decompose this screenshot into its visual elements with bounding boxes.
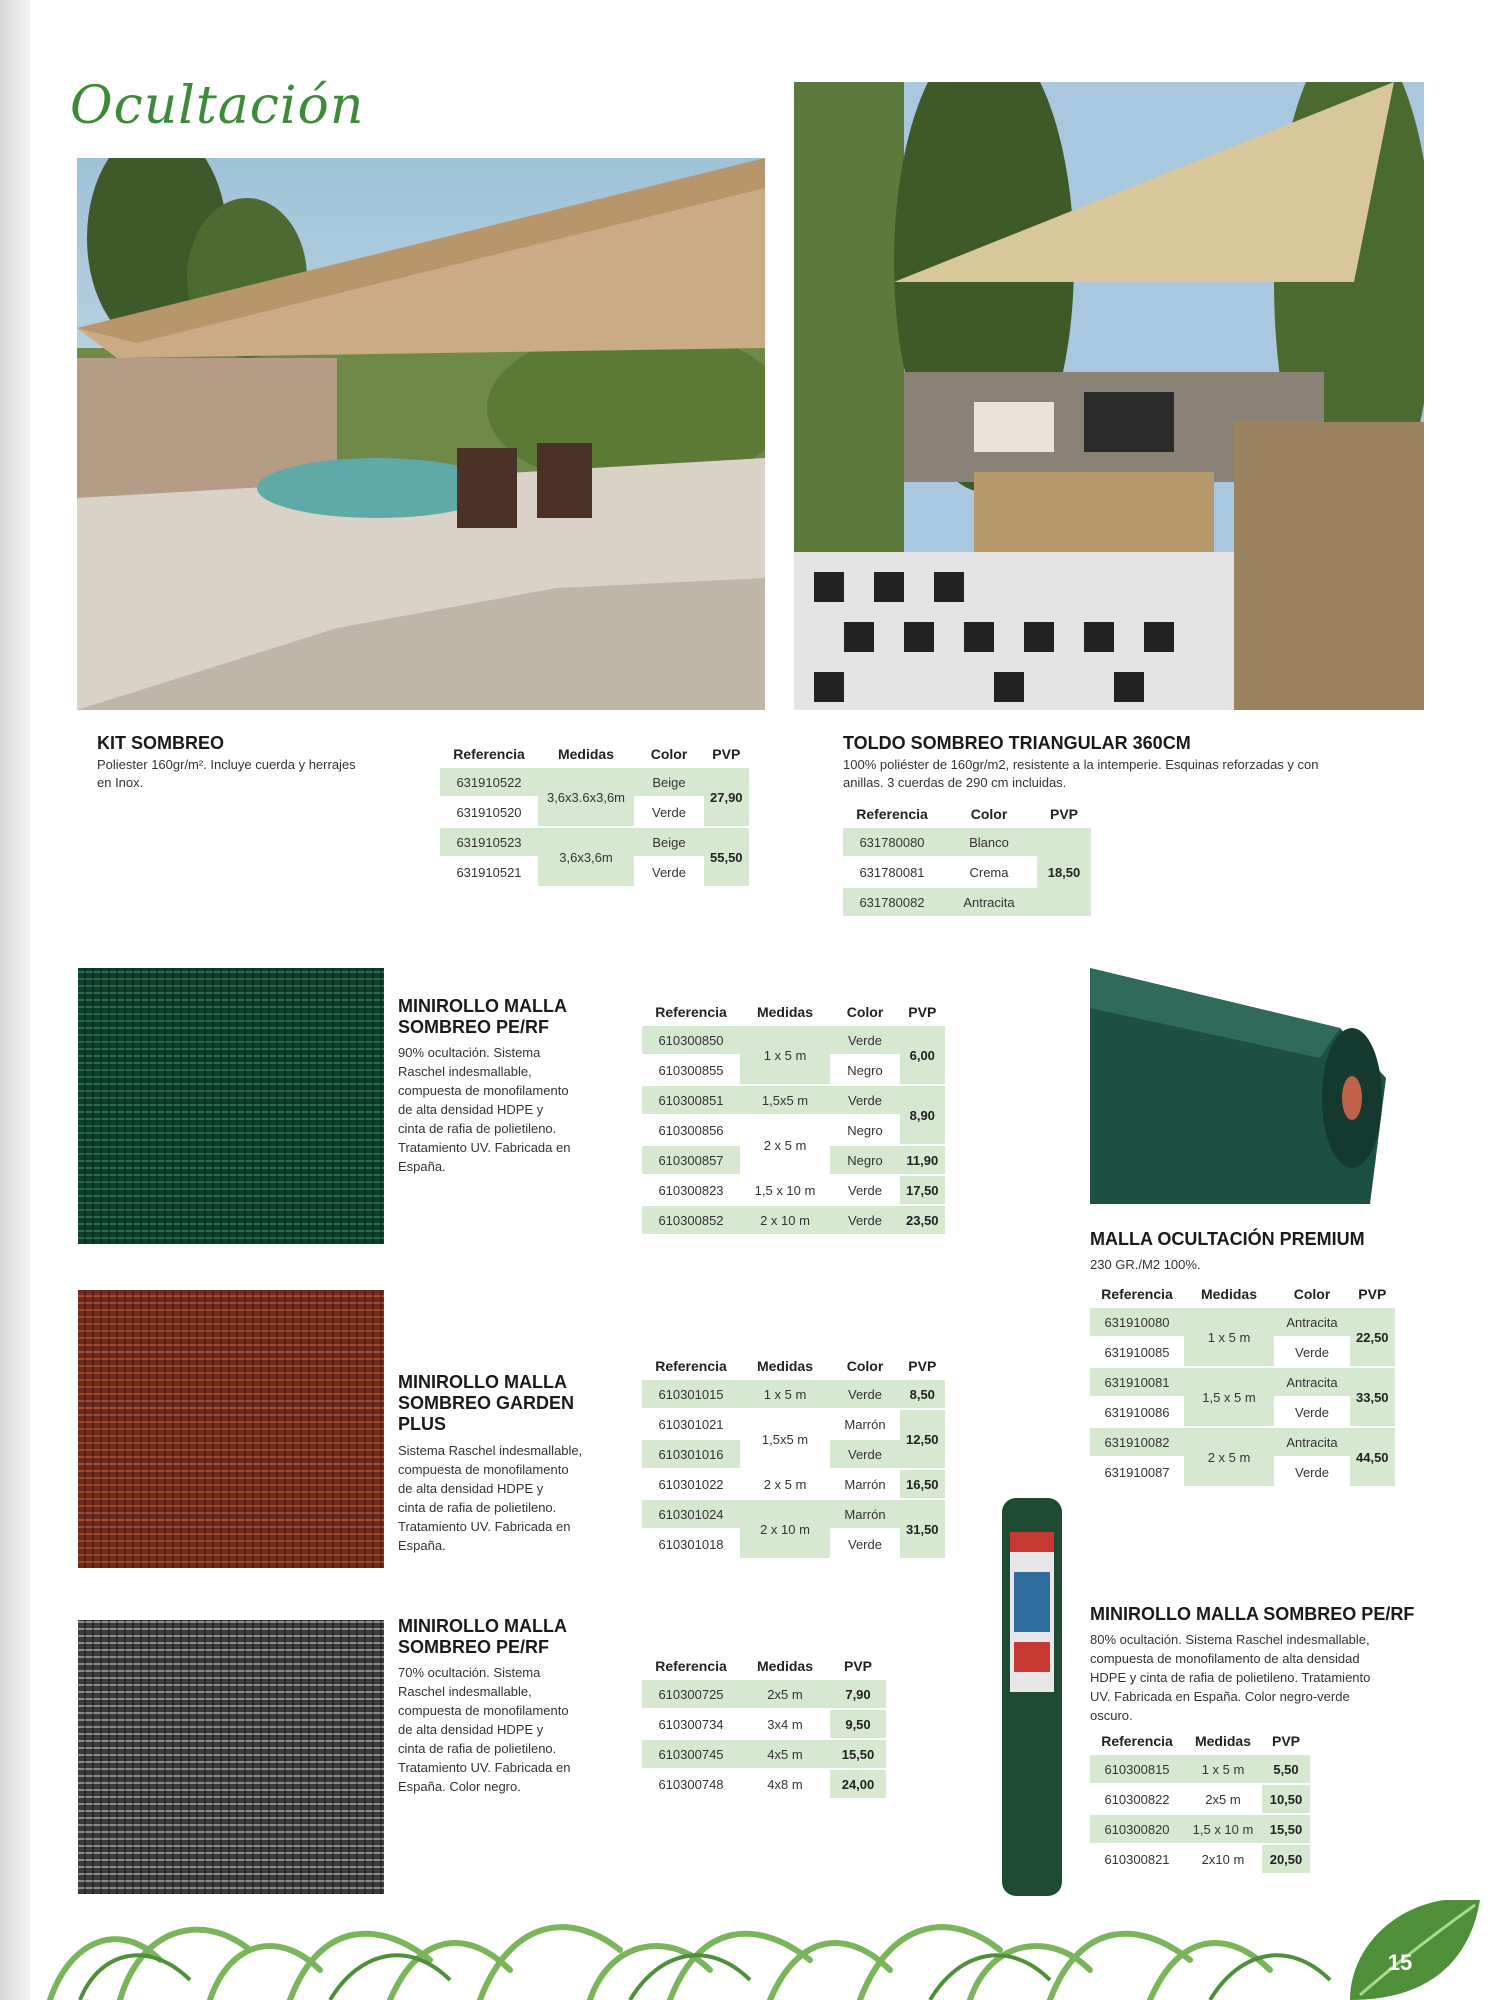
garden-table [642, 1356, 945, 1560]
grass-decoration [30, 1900, 1501, 2000]
color-cell: Blanco [941, 828, 1037, 856]
price-cell: 10,50 [1262, 1785, 1310, 1813]
col-header: PVP [712, 746, 741, 762]
garden-desc-line-2: compuesta de monofilamento [398, 1462, 569, 1477]
col-header: Medidas [756, 1004, 813, 1020]
medidas-cell: 1,5x5 m [740, 1410, 830, 1468]
ref-cell: 631780081 [859, 864, 925, 880]
col-header: PVP [908, 1358, 937, 1374]
price-cell: 15,50 [1262, 1815, 1310, 1843]
medidas-cell: 1,5 x 5 m [1184, 1368, 1274, 1426]
ref-cell: 610301024 [642, 1500, 740, 1528]
table-row [642, 1500, 945, 1528]
pe90-desc-line-6: Tratamiento UV. Fabricada en [398, 1140, 571, 1155]
table-row [642, 1740, 886, 1768]
price-cell: 18,50 [1037, 828, 1091, 916]
garden-desc-line-5: Tratamiento UV. Fabricada en [398, 1519, 571, 1534]
color-cell: Verde [848, 1182, 882, 1198]
kit-sombreo-title: KIT SOMBREO [97, 733, 225, 753]
price-cell: 16,50 [900, 1470, 945, 1498]
col-header: Medidas [1194, 1733, 1251, 1749]
color-cell: Verde [830, 1440, 900, 1468]
col-header: Color [1293, 1286, 1331, 1302]
price-cell: 33,50 [1350, 1368, 1395, 1426]
pe70-title-line-2: SOMBREO PE/RF [398, 1637, 550, 1657]
ref-cell: 610300821 [1104, 1851, 1170, 1867]
col-header: Referencia [856, 806, 928, 822]
color-cell: Negro [830, 1146, 900, 1174]
price-cell: 27,90 [704, 768, 749, 826]
color-cell: Negro [847, 1062, 883, 1078]
garden-title-line-3: PLUS [398, 1414, 447, 1434]
garden-desc-line-6: España. [398, 1538, 446, 1553]
pe90-desc-line-2: Raschel indesmallable, [398, 1064, 532, 1079]
price-cell: 44,50 [1350, 1428, 1395, 1486]
color-cell: Verde [652, 864, 686, 880]
premium-title: MALLA OCULTACIÓN PREMIUM [1090, 1229, 1365, 1249]
medidas-cell: 2 x 10 m [740, 1206, 830, 1234]
pe70-desc-line-2: Raschel indesmallable, [398, 1684, 532, 1699]
color-cell: Verde [1295, 1344, 1329, 1360]
col-header: Referencia [1101, 1286, 1173, 1302]
photo-toldo-triangular [794, 82, 1424, 710]
medidas-cell: 3x4 m [767, 1716, 803, 1732]
price-cell: 22,50 [1350, 1308, 1395, 1366]
color-cell: Verde [830, 1380, 900, 1408]
page-gutter [0, 0, 30, 2000]
toldo-desc-line-1: 100% poliéster de 160gr/m2, resistente a la intemperie. Esquinas reforzadas y con [843, 757, 1319, 772]
medidas-cell: 1,5 x 10 m [754, 1182, 816, 1198]
ref-cell: 631910086 [1104, 1404, 1170, 1420]
medidas-cell: 2 x 5 m [763, 1476, 807, 1492]
table-row [440, 768, 749, 796]
ref-cell: 610300857 [642, 1146, 740, 1174]
pe80-desc-line-5: oscuro. [1090, 1708, 1133, 1723]
col-header: Referencia [453, 746, 525, 762]
col-header: Referencia [655, 1004, 727, 1020]
color-cell: Verde [830, 1026, 900, 1054]
color-cell: Antracita [1274, 1428, 1350, 1456]
pe70-table [642, 1656, 886, 1800]
page-number: 15 [1387, 1950, 1413, 1975]
pe90-title-line-1: MINIROLLO MALLA [398, 996, 567, 1016]
medidas-cell: 4x8 m [767, 1776, 803, 1792]
medidas-cell: 3,6x3.6x3,6m [538, 768, 634, 826]
ref-cell: 610301022 [658, 1476, 724, 1492]
medidas-cell: 1 x 5 m [740, 1380, 830, 1408]
ref-cell: 610300823 [658, 1182, 724, 1198]
pe90-desc-line-4: de alta densidad HDPE y [398, 1102, 544, 1117]
color-cell: Verde [848, 1536, 882, 1552]
medidas-cell: 4x5 m [740, 1740, 830, 1768]
garden-desc-line-4: cinta de rafia de polietileno. [398, 1500, 557, 1515]
garden-desc-line-3: de alta densidad HDPE y [398, 1481, 544, 1496]
table-row [642, 1770, 886, 1798]
ref-cell: 631910081 [1090, 1368, 1184, 1396]
ref-cell: 631910082 [1090, 1428, 1184, 1456]
medidas-cell: 2x10 m [1201, 1851, 1245, 1867]
table-row [1090, 1785, 1310, 1813]
price-cell: 5,50 [1262, 1755, 1310, 1783]
toldo-desc-line-2: anillas. 3 cuerdas de 290 cm incluidas. [843, 775, 1067, 790]
ref-cell: 610301021 [658, 1416, 724, 1432]
table-row [642, 1026, 945, 1054]
col-header: Color [846, 1358, 884, 1374]
table-row [440, 828, 749, 856]
medidas-cell: 1 x 5 m [740, 1026, 830, 1084]
table-row [1090, 1845, 1310, 1873]
pe70-desc-line-7: España. Color negro. [398, 1779, 521, 1794]
price-cell: 8,50 [900, 1380, 945, 1408]
photo-minirollo-pe80 [996, 1492, 1068, 1902]
photo-kit-sombreo [77, 158, 765, 710]
color-cell: Verde [1295, 1464, 1329, 1480]
color-cell: Crema [969, 864, 1009, 880]
medidas-cell: 2 x 5 m [1184, 1428, 1274, 1486]
ref-cell: 610300725 [642, 1680, 740, 1708]
ref-cell: 610300815 [1090, 1755, 1184, 1783]
ref-cell: 631780080 [843, 828, 941, 856]
kit-sombreo-desc-line-1: Poliester 160gr/m². Incluye cuerda y herrajes [97, 757, 356, 772]
price-cell: 23,50 [900, 1206, 945, 1234]
ref-cell: 610300855 [658, 1062, 724, 1078]
color-cell: Marrón [844, 1476, 886, 1492]
swatch-black-mesh [78, 1620, 384, 1894]
price-cell: 6,00 [900, 1026, 945, 1084]
col-header: Medidas [557, 746, 614, 762]
table-row [1090, 1368, 1395, 1396]
page-title: Ocultación [70, 76, 365, 136]
pe90-desc-line-1: 90% ocultación. Sistema [398, 1045, 541, 1060]
ref-cell: 610300852 [642, 1206, 740, 1234]
table-row [843, 828, 1091, 856]
ref-cell: 631910080 [1090, 1308, 1184, 1336]
color-cell: Verde [830, 1206, 900, 1234]
color-cell: Negro [847, 1122, 883, 1138]
pe90-desc-line-5: cinta de rafia de polietileno. [398, 1121, 557, 1136]
ref-cell: 631910523 [440, 828, 538, 856]
ref-cell: 610300851 [642, 1086, 740, 1114]
price-cell: 9,50 [830, 1710, 886, 1738]
pe90-title-line-2: SOMBREO PE/RF [398, 1017, 550, 1037]
col-header: Referencia [655, 1658, 727, 1674]
table-row [1090, 1815, 1310, 1843]
pe70-title-line-1: MINIROLLO MALLA [398, 1616, 567, 1636]
table-row [642, 1410, 945, 1438]
col-header: Color [650, 746, 688, 762]
table-row [1090, 1755, 1310, 1783]
ref-cell: 631910521 [456, 864, 522, 880]
table-row [642, 1380, 945, 1408]
swatch-brown-mesh [78, 1290, 384, 1568]
table-row [642, 1086, 945, 1114]
pe80-title: MINIROLLO MALLA SOMBREO PE/RF [1090, 1604, 1415, 1624]
col-header: Medidas [756, 1358, 813, 1374]
table-row [642, 1470, 945, 1498]
col-header: Color [970, 806, 1008, 822]
ref-cell: 631910087 [1104, 1464, 1170, 1480]
pe90-desc-line-7: España. [398, 1159, 446, 1174]
ref-cell: 610300820 [1090, 1815, 1184, 1843]
medidas-cell: 1,5 x 10 m [1184, 1815, 1262, 1843]
premium-desc: 230 GR./M2 100%. [1090, 1257, 1201, 1272]
color-cell: Verde [652, 804, 686, 820]
swatch-green-mesh [78, 968, 384, 1244]
medidas-cell: 2 x 5 m [740, 1116, 830, 1174]
ref-cell: 631910085 [1104, 1344, 1170, 1360]
price-cell: 17,50 [900, 1176, 945, 1204]
pe80-table [1090, 1731, 1310, 1875]
price-cell: 12,50 [900, 1410, 945, 1468]
toldo-title: TOLDO SOMBREO TRIANGULAR 360CM [843, 733, 1191, 753]
col-header: Color [846, 1004, 884, 1020]
pe80-desc-line-4: UV. Fabricada en España. Color negro-verde [1090, 1689, 1350, 1704]
ref-cell: 610300745 [642, 1740, 740, 1768]
color-cell: Verde [830, 1086, 900, 1114]
price-cell: 11,90 [900, 1146, 945, 1174]
medidas-cell: 3,6x3,6m [538, 828, 634, 886]
pe70-desc-line-6: Tratamiento UV. Fabricada en [398, 1760, 571, 1775]
color-cell: Antracita [1274, 1368, 1350, 1396]
ref-cell: 610300856 [658, 1122, 724, 1138]
color-cell: Verde [1295, 1404, 1329, 1420]
kit-sombreo-table [440, 744, 749, 888]
table-row [1090, 1308, 1395, 1336]
pe90-desc-line-3: compuesta de monofilamento [398, 1083, 569, 1098]
photo-premium-roll [1090, 968, 1386, 1204]
pe70-desc-line-4: de alta densidad HDPE y [398, 1722, 544, 1737]
ref-cell: 631910522 [440, 768, 538, 796]
pe80-desc-line-3: HDPE y cinta de rafia de polietileno. Tratamiento [1090, 1670, 1371, 1685]
color-cell: Antracita [1274, 1308, 1350, 1336]
medidas-cell: 2 x 10 m [740, 1500, 830, 1558]
ref-cell: 610300850 [642, 1026, 740, 1054]
premium-table [1090, 1284, 1395, 1488]
price-cell: 20,50 [1262, 1845, 1310, 1873]
col-header: Referencia [655, 1358, 727, 1374]
ref-cell: 610301018 [658, 1536, 724, 1552]
pe80-desc-line-2: compuesta de monofilamento de alta densidad [1090, 1651, 1360, 1666]
color-cell: Marrón [844, 1416, 886, 1432]
garden-desc-line-1: Sistema Raschel indesmallable, [398, 1443, 583, 1458]
medidas-cell: 2x5 m [740, 1680, 830, 1708]
price-cell: 55,50 [704, 828, 749, 886]
table-row [642, 1206, 945, 1234]
col-header: PVP [908, 1004, 937, 1020]
ref-cell: 610301016 [642, 1440, 740, 1468]
toldo-table [843, 804, 1091, 918]
col-header: PVP [1271, 1733, 1300, 1749]
price-cell: 24,00 [830, 1770, 886, 1798]
table-row [1090, 1428, 1395, 1456]
price-cell: 8,90 [900, 1086, 945, 1144]
pe70-desc-line-1: 70% ocultación. Sistema [398, 1665, 541, 1680]
pe80-desc-line-1: 80% ocultación. Sistema Raschel indesmallable, [1090, 1632, 1370, 1647]
ref-cell: 631780082 [843, 888, 941, 916]
medidas-cell: 1 x 5 m [1184, 1308, 1274, 1366]
price-cell: 15,50 [830, 1740, 886, 1768]
garden-title-line-1: MINIROLLO MALLA [398, 1372, 567, 1392]
col-header: Medidas [756, 1658, 813, 1674]
pe90-table [642, 1002, 945, 1236]
price-cell: 7,90 [830, 1680, 886, 1708]
table-row [642, 1176, 945, 1204]
col-header: PVP [1049, 806, 1078, 822]
medidas-cell: 1,5x5 m [740, 1086, 830, 1114]
price-cell: 31,50 [900, 1500, 945, 1558]
color-cell: Beige [634, 828, 704, 856]
pe70-desc-line-3: compuesta de monofilamento [398, 1703, 569, 1718]
ref-cell: 610300734 [658, 1716, 724, 1732]
ref-cell: 631910520 [456, 804, 522, 820]
garden-title-line-2: SOMBREO GARDEN [398, 1393, 575, 1413]
color-cell: Marrón [830, 1500, 900, 1528]
ref-cell: 610301015 [642, 1380, 740, 1408]
color-cell: Beige [634, 768, 704, 796]
table-row [642, 1116, 945, 1144]
col-header: Medidas [1200, 1286, 1257, 1302]
ref-cell: 610300822 [1104, 1791, 1170, 1807]
col-header: PVP [1358, 1286, 1387, 1302]
table-row [642, 1680, 886, 1708]
col-header: PVP [843, 1658, 872, 1674]
color-cell: Antracita [941, 888, 1037, 916]
col-header: Referencia [1101, 1733, 1173, 1749]
medidas-cell: 1 x 5 m [1184, 1755, 1262, 1783]
medidas-cell: 2x5 m [1205, 1791, 1241, 1807]
ref-cell: 610300748 [658, 1776, 724, 1792]
kit-sombreo-desc-line-2: en Inox. [97, 775, 144, 790]
table-row [642, 1710, 886, 1738]
pe70-desc-line-5: cinta de rafia de polietileno. [398, 1741, 557, 1756]
